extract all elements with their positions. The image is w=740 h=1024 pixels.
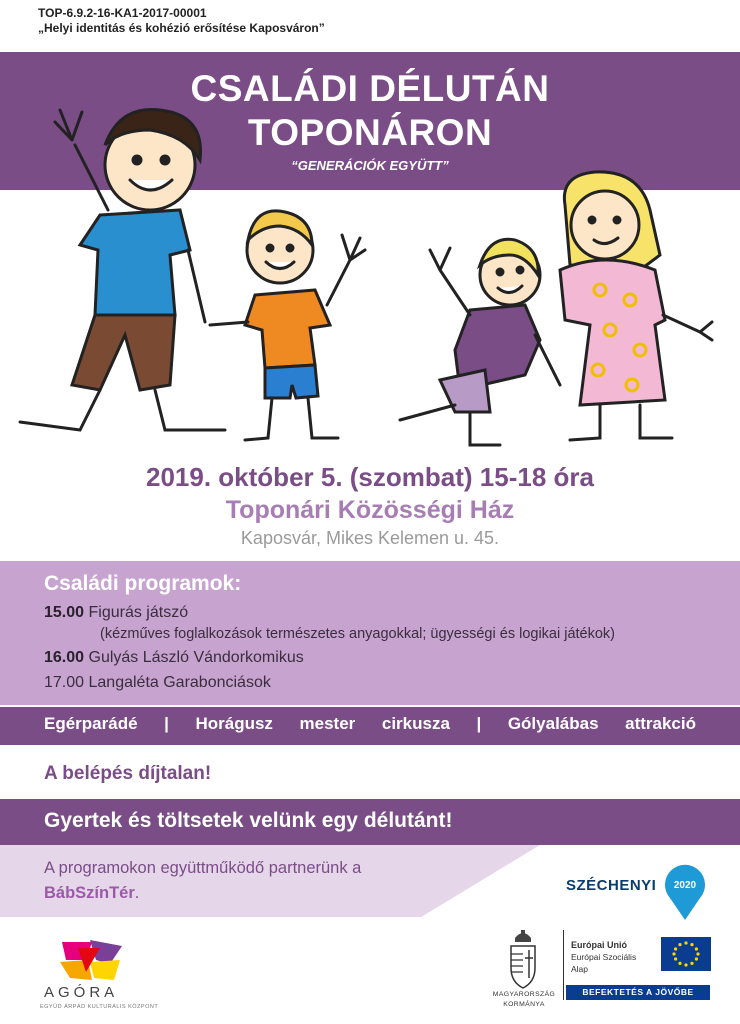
invest-banner: BEFEKTETÉS A JÖVŐBE [566, 985, 710, 1000]
event-venue: Toponári Közösségi Ház [225, 496, 515, 524]
eu-line-3: Alap [571, 964, 589, 974]
agora-logo [56, 938, 128, 982]
partner-name: BábSzínTér [44, 884, 135, 902]
program-name: Figurás játszó [88, 604, 189, 621]
eu-line-2: Európai Szociális [571, 952, 637, 962]
eu-flag-icon [661, 937, 711, 971]
partner-suffix: . [134, 884, 140, 902]
partner-line: A programokon együttműködő partnerünk a [44, 859, 362, 877]
program-item [44, 649, 304, 667]
attractions-line [44, 714, 696, 734]
event-date: 2019. október 5. (szombat) 15-18 óra [146, 462, 594, 492]
szechenyi-pin-icon [662, 862, 708, 922]
boy-figure [210, 211, 365, 440]
attraction-word: Horágusz [195, 714, 273, 733]
partner-name-line [44, 884, 139, 903]
subtitle: “GENERÁCIÓK EGYÜTT” [291, 158, 449, 173]
program-name: Gulyás László Vándorkomikus [88, 649, 304, 666]
program-item [44, 604, 188, 622]
gov-line-1: MAGYARORSZÁG [492, 991, 556, 998]
father-figure [20, 109, 225, 430]
separator: | [476, 714, 482, 733]
program-note: (kézműves foglalkozások természetes anyagokkal; ügyességi és logikai játékok) [100, 626, 615, 642]
attraction-word: Egérparádé [44, 714, 138, 733]
title-line-1: CSALÁDI DÉLUTÁN [190, 68, 550, 109]
szechenyi-year: 2020 [673, 880, 697, 891]
szechenyi-wordmark: SZÉCHENYI [566, 877, 657, 894]
partner-band [0, 845, 540, 917]
program-time: 15.00 [44, 604, 85, 621]
girl-figure [400, 239, 560, 445]
attraction-word: mester [299, 714, 356, 733]
separator: | [164, 714, 169, 733]
programs-title: Családi programok: [44, 572, 242, 595]
gov-line-2: KORMÁNYA [503, 1001, 545, 1008]
attraction-word: attrakció [625, 714, 696, 733]
mother-figure [560, 172, 712, 440]
hungarian-crest-icon [505, 928, 541, 990]
attraction-word: cirkusza [381, 714, 450, 733]
agora-wordmark: AGÓRA [44, 984, 119, 1001]
invitation-text: Gyertek és töltsetek velünk egy délutánt! [44, 809, 453, 832]
project-code: TOP-6.9.2-16-KA1-2017-00001 [38, 6, 207, 20]
program-item [44, 674, 271, 692]
attraction-word: Gólyalábas [507, 714, 599, 733]
title-line-2: TOPONÁRON [247, 112, 493, 153]
agora-subtitle: EGYÜD ÁRPÁD KULTURÁLIS KÖZPONT [40, 1004, 159, 1010]
family-illustration [0, 100, 740, 460]
program-time: 17.00 [44, 674, 85, 691]
project-name: „Helyi identitás és kohézió erősítése Kaposváron” [38, 21, 325, 35]
program-name: Langaléta Garabonciások [88, 674, 271, 691]
project-reference [38, 6, 325, 36]
free-entry-text: A belépés díjtalan! [44, 763, 212, 784]
event-address: Kaposvár, Mikes Kelemen u. 45. [240, 528, 500, 548]
eu-line-1: Európai Unió [571, 940, 627, 950]
program-time: 16.00 [44, 649, 85, 666]
